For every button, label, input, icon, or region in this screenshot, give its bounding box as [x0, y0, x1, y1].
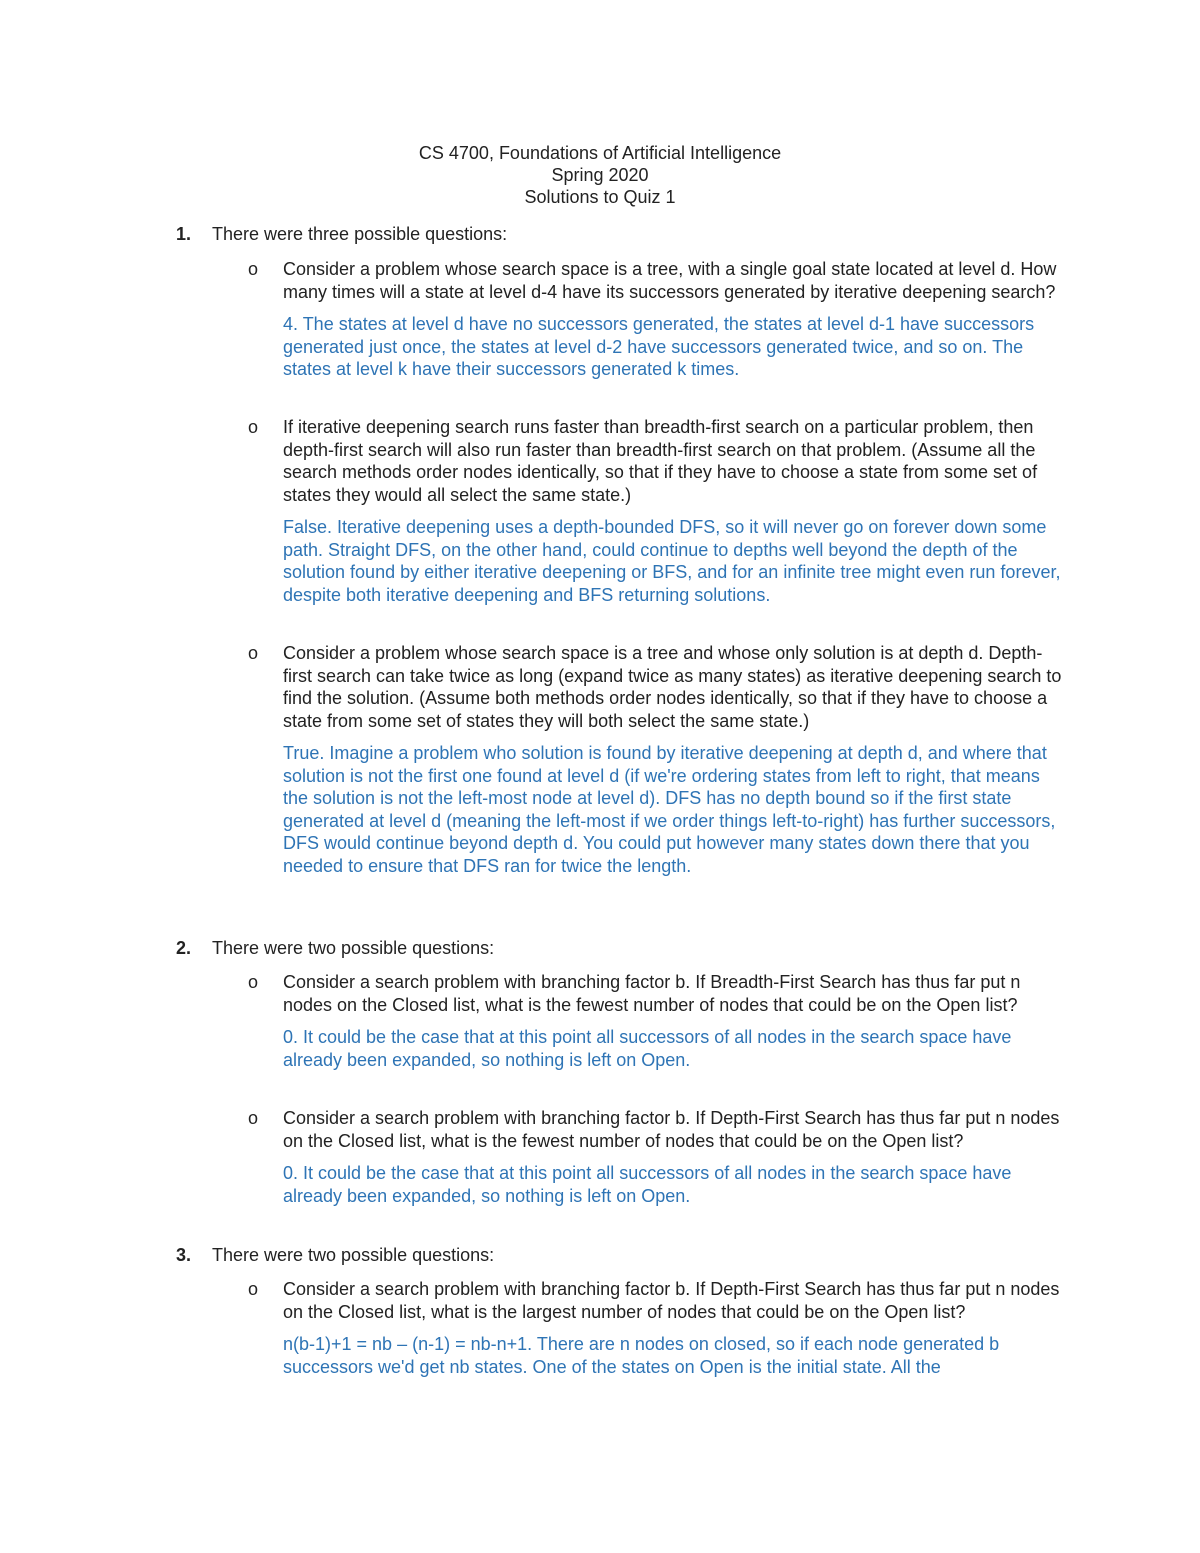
question-text: Consider a problem whose search space is a tree and whose only solution is at depth d. Depth-first search can take twice as long (expand twice as many states) as iterative deepening search to find the solution. (Assume both methods order nodes identically, so that if they have to choose a state from some set of states they will both select the same state.): [283, 643, 1062, 731]
bullet-marker: o: [248, 972, 259, 992]
question-1-item-1: [248, 258, 1068, 381]
answer-text: n(b-1)+1 = nb – (n-1) = nb-n+1. There are n nodes on closed, so if each node generated b successors we'd get nb states. One of the states on Open is the initial state. All the: [283, 1334, 1000, 1377]
question-number: 2.: [176, 938, 192, 958]
answer-text: 0. It could be the case that at this point all successors of all nodes in the search space have already been expanded, so nothing is left on Open.: [283, 1027, 1012, 1070]
bullet-marker: o: [248, 417, 259, 437]
answer-text: True. Imagine a problem who solution is found by iterative deepening at depth d, and where that solution is not the first one found at level d (if we're ordering states from left to right, that means the solution is not the left-most node at level d). DFS has no depth bound so if the first state generated at level d (meaning the left-most if we order things left-to-right) has further successors, DFS would continue beyond depth d. You could put however many states down there that you needed to ensure that DFS ran for twice the length.: [283, 743, 1056, 876]
question-text: Consider a search problem with branching factor b. If Breadth-First Search has thus far put n nodes on the Closed list, what is the fewest number of nodes that could be on the Open list?: [283, 972, 1021, 1015]
bullet-marker: o: [248, 1279, 259, 1299]
question-text: Consider a problem whose search space is a tree, with a single goal state located at level d. How many times will a state at level d-4 have its successors generated by iterative deepening search?: [283, 259, 1057, 302]
bullet-marker: o: [248, 643, 259, 663]
question-number: 1.: [176, 224, 192, 244]
course-title: CS 4700, Foundations of Artificial Intelligence: [418, 143, 782, 163]
document-header: [0, 142, 1200, 208]
question-number: 3.: [176, 1245, 192, 1265]
question-2-item-2: [248, 1107, 1068, 1207]
question-text: Consider a search problem with branching factor b. If Depth-First Search has thus far put n nodes on the Closed list, what is the fewest number of nodes that could be on the Open list?: [283, 1108, 1060, 1151]
answer-text: 4. The states at level d have no successors generated, the states at level d-1 have successors generated just once, the states at level d-2 have successors generated twice, and so on. The states at level k have their successors generated k times.: [283, 314, 1035, 379]
question-text: If iterative deepening search runs faster than breadth-first search on a particular problem, then depth-first search will also run faster than breadth-first search on that problem. (Assume all the search methods order nodes identically, so that if they have to choose a state from some set of states they would all select the same state.): [283, 417, 1038, 505]
question-text: Consider a search problem with branching factor b. If Depth-First Search has thus far put n nodes on the Closed list, what is the largest number of nodes that could be on the Open list?: [283, 1279, 1060, 1322]
bullet-marker: o: [248, 259, 259, 279]
term: Spring 2020: [551, 165, 649, 185]
answer-text: False. Iterative deepening uses a depth-bounded DFS, so it will never go on forever down some path. Straight DFS, on the other hand, could continue to depths well beyond the depth of the solution found by either iterative deepening or BFS, and for an infinite tree might even run forever, despite both iterative deepening and BFS returning solutions.: [283, 517, 1061, 605]
bullet-marker: o: [248, 1108, 259, 1128]
question-intro: There were two possible questions:: [212, 938, 495, 958]
question-1-item-2: [248, 416, 1068, 606]
question-intro: There were three possible questions:: [212, 224, 508, 244]
answer-text: 0. It could be the case that at this point all successors of all nodes in the search space have already been expanded, so nothing is left on Open.: [283, 1163, 1012, 1206]
question-intro: There were two possible questions:: [212, 1245, 495, 1265]
question-2-item-1: [248, 971, 1068, 1071]
question-3-item-1: [248, 1278, 1068, 1378]
document-title: Solutions to Quiz 1: [524, 187, 676, 207]
question-1-item-3: [248, 642, 1068, 877]
